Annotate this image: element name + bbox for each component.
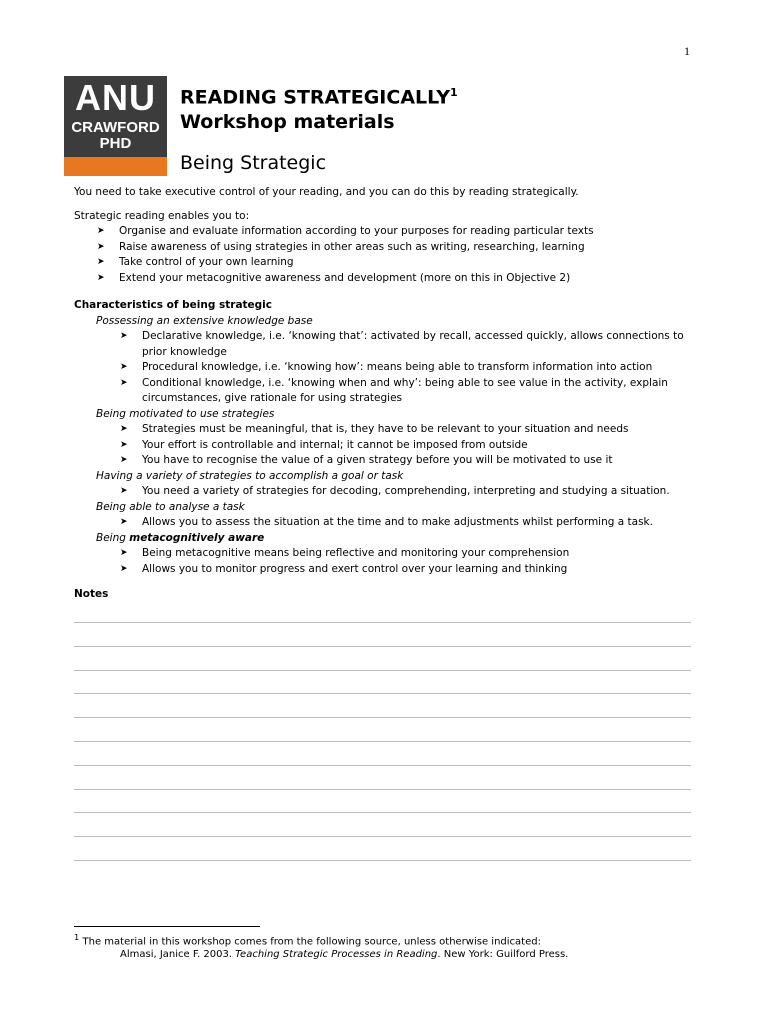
list-item: [74, 360, 694, 376]
characteristic-list: [74, 484, 694, 500]
footnote-source: [74, 948, 694, 961]
logo-anu-text: ANU: [75, 77, 156, 118]
notes-writing-line: [74, 789, 691, 790]
characteristic-list: [74, 422, 694, 469]
notes-heading: Notes: [74, 588, 109, 600]
notes-lines: [74, 622, 691, 884]
list-item-text: You have to recognise the value of a given strategy before you will be motivated to use it: [142, 454, 613, 466]
list-item: [74, 255, 694, 271]
arrow-bullet-icon: ➤: [120, 362, 128, 372]
logo-crawford-text: CRAWFORD: [71, 119, 160, 136]
arrow-bullet-icon: ➤: [97, 226, 105, 236]
source-author: Almasi, Janice F. 2003.: [120, 949, 236, 961]
list-item-text: Declarative knowledge, i.e. ‘knowing that’: activated by recall, accessed quickly, allows connections to prior knowledge: [142, 330, 684, 358]
notes-writing-line: [74, 860, 691, 861]
logo-orange-bar: [64, 157, 167, 176]
subheading-prefix: Being: [96, 531, 130, 544]
list-item-text: Extend your metacognitive awareness and development (more on this in Objective 2): [119, 271, 571, 284]
notes-writing-line: [74, 741, 691, 742]
characteristic-subheading: Being motivated to use strategies: [96, 407, 275, 420]
arrow-bullet-icon: ➤: [120, 548, 128, 558]
footnote: [74, 931, 694, 961]
list-item-text: You need a variety of strategies for decoding, comprehending, interpreting and studying a situation.: [142, 485, 670, 497]
list-item-text: Organise and evaluate information according to your purposes for reading particular texts: [119, 225, 594, 237]
list-item-text: Procedural knowledge, i.e. ‘knowing how’: means being able to transform information into action: [142, 361, 653, 373]
characteristic-list: [74, 515, 694, 531]
list-item-text: Conditional knowledge, i.e. ‘knowing when and why’: being able to see value in the activity, explain circumstances, give rationale for using strategies: [142, 376, 668, 404]
characteristic-subheading: Being able to analyse a task: [96, 500, 245, 513]
arrow-bullet-icon: ➤: [120, 424, 128, 434]
list-item: [74, 240, 694, 256]
characteristic-list: [74, 329, 694, 407]
notes-writing-line: [74, 765, 691, 766]
list-item: [74, 224, 694, 240]
anu-crawford-phd-logo: [64, 76, 167, 176]
list-item-text: Your effort is controllable and internal; it cannot be imposed from outside: [142, 438, 528, 451]
notes-writing-line: [74, 646, 691, 647]
enables-list: [74, 224, 694, 286]
subheading-emphasis: metacognitively aware: [129, 531, 265, 544]
notes-writing-line: [74, 693, 691, 694]
list-item: [74, 438, 694, 454]
arrow-bullet-icon: ➤: [120, 377, 128, 388]
title-line-2: Workshop materials: [180, 111, 395, 134]
arrow-bullet-icon: ➤: [97, 241, 105, 252]
characteristics-groups: [74, 314, 694, 578]
list-item: [74, 271, 694, 287]
source-title: Teaching Strategic Processes in Reading: [235, 949, 438, 961]
main-content: [74, 185, 694, 577]
list-item: [74, 422, 694, 438]
footnote-line: [74, 931, 694, 948]
list-item: [74, 515, 694, 531]
characteristics-heading: Characteristics of being strategic: [74, 299, 273, 311]
arrow-bullet-icon: ➤: [120, 517, 128, 527]
section-title: Being Strategic: [180, 152, 327, 174]
list-item-text: Allows you to assess the situation at the time and to make adjustments whilst performing a task.: [142, 516, 653, 528]
arrow-bullet-icon: ➤: [97, 272, 105, 283]
arrow-bullet-icon: ➤: [120, 563, 128, 574]
list-item: [74, 546, 694, 562]
notes-writing-line: [74, 622, 691, 623]
list-item-text: Strategies must be meaningful, that is, they have to be relevant to your situation and needs: [142, 423, 629, 435]
characteristic-subheading: Having a variety of strategies to accomplish a goal or task: [96, 469, 404, 482]
list-item: [74, 562, 694, 578]
list-item: [74, 453, 694, 469]
list-item-text: Take control of your own learning: [119, 256, 294, 268]
source-publisher: . New York: Guilford Press.: [437, 949, 569, 961]
characteristic-subheading: Possessing an extensive knowledge base: [96, 314, 313, 327]
arrow-bullet-icon: ➤: [120, 439, 128, 450]
page-number: 1: [684, 44, 690, 58]
document-title: [180, 80, 458, 134]
title-footnote-mark: 1: [450, 86, 458, 99]
arrow-bullet-icon: ➤: [120, 331, 128, 341]
intro-paragraph: You need to take executive control of your reading, and you can do this by reading strategically.: [74, 186, 579, 198]
footnote-text: The material in this workshop comes from the following source, unless otherwise indicated:: [82, 936, 541, 948]
list-item-text: Being metacognitive means being reflective and monitoring your comprehension: [142, 547, 570, 559]
list-item: [74, 329, 694, 360]
arrow-bullet-icon: ➤: [97, 257, 105, 267]
notes-writing-line: [74, 670, 691, 671]
list-item: [74, 376, 694, 407]
footnote-mark: 1: [74, 932, 80, 942]
characteristic-subheading: [74, 531, 694, 547]
characteristic-list: [74, 546, 694, 577]
arrow-bullet-icon: ➤: [120, 455, 128, 465]
notes-writing-line: [74, 836, 691, 837]
list-item-text: Raise awareness of using strategies in other areas such as writing, researching, learning: [119, 240, 585, 253]
list-item-text: Allows you to monitor progress and exert control over your learning and thinking: [142, 562, 568, 575]
notes-writing-line: [74, 717, 691, 718]
logo-phd-text: PHD: [99, 135, 132, 152]
footnote-separator: [74, 926, 260, 927]
title-main: READING STRATEGICALLY: [180, 86, 451, 109]
enables-lead: Strategic reading enables you to:: [74, 209, 250, 222]
arrow-bullet-icon: ➤: [120, 486, 128, 496]
list-item: [74, 484, 694, 500]
notes-writing-line: [74, 812, 691, 813]
title-line-1: [180, 80, 458, 110]
